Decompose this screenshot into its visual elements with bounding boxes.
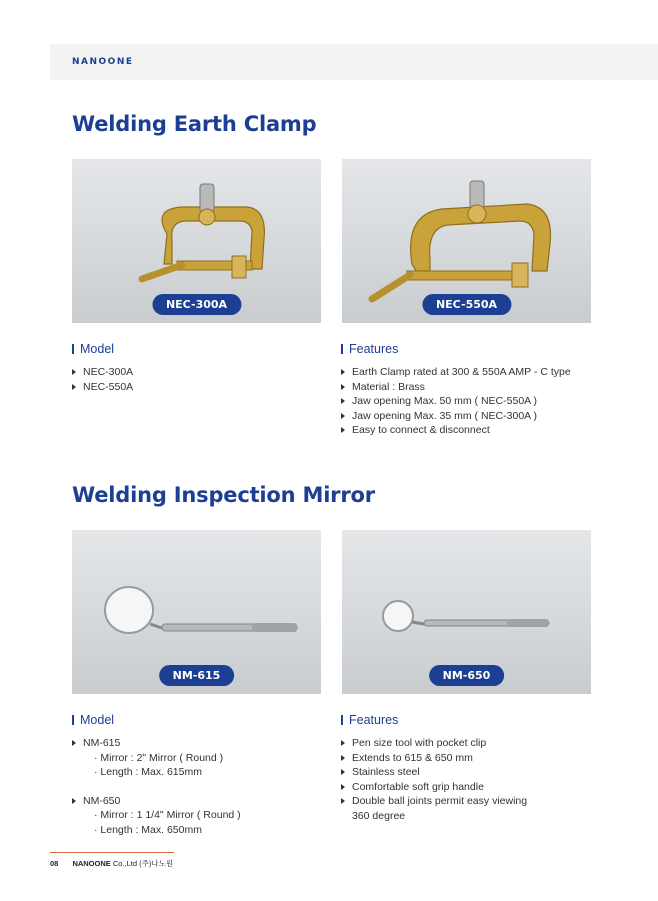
product-photo-nm-650 <box>342 530 591 694</box>
features-heading: Features <box>341 342 398 356</box>
model-badge-nec-300a: NEC-300A <box>152 294 241 315</box>
list-item: Material : Brass <box>341 380 571 395</box>
list-item: Comfortable soft grip handle <box>341 780 527 795</box>
product-photo-nec-300a <box>72 159 321 323</box>
list-item: Double ball joints permit easy viewing <box>341 794 527 809</box>
header-band <box>50 44 658 80</box>
footer <box>50 858 173 869</box>
features-list <box>341 736 527 824</box>
list-item: NM-615 <box>72 736 241 751</box>
model-badge-nec-550a: NEC-550A <box>422 294 511 315</box>
features-list <box>341 365 571 438</box>
list-item: NEC-300A <box>72 365 133 380</box>
model-badge-nm-650: NM-650 <box>429 665 505 686</box>
model-list <box>72 365 133 394</box>
list-item: Stainless steel <box>341 765 527 780</box>
list-item: Extends to 615 & 650 mm <box>341 751 527 766</box>
list-item-detail: · Length : Max. 615mm <box>94 766 202 779</box>
product-photo-nm-615 <box>72 530 321 694</box>
list-item: Pen size tool with pocket clip <box>341 736 527 751</box>
list-item: Earth Clamp rated at 300 & 550A AMP - C type <box>341 365 571 380</box>
list-item: NM-650 <box>72 794 241 809</box>
list-item-detail: · Mirror : 2" Mirror ( Round ) <box>94 751 224 764</box>
list-item-detail: · Mirror : 1 1/4" Mirror ( Round ) <box>94 809 241 822</box>
product-photo-nec-550a <box>342 159 591 323</box>
features-heading: Features <box>341 713 398 727</box>
section-title-inspection-mirror: Welding Inspection Mirror <box>72 483 375 507</box>
model-heading: Model <box>72 342 114 356</box>
brand-logo: NANOONE <box>72 57 134 67</box>
list-item-continuation: 360 degree <box>352 809 406 822</box>
section-title-earth-clamp: Welding Earth Clamp <box>72 112 317 136</box>
model-heading: Model <box>72 713 114 727</box>
footer-company: NANOONE <box>72 859 111 868</box>
page-number: 08 <box>50 859 59 868</box>
list-item: Easy to connect & disconnect <box>341 423 571 438</box>
footer-divider <box>50 852 174 853</box>
list-item: Jaw opening Max. 35 mm ( NEC-300A ) <box>341 409 571 424</box>
list-item-detail: · Length : Max. 650mm <box>94 823 202 836</box>
footer-company-suffix: Co.,Ltd (주)나노원 <box>112 859 174 868</box>
list-item: NEC-550A <box>72 380 133 395</box>
model-badge-nm-615: NM-615 <box>159 665 235 686</box>
list-item: Jaw opening Max. 50 mm ( NEC-550A ) <box>341 394 571 409</box>
model-list <box>72 736 241 838</box>
